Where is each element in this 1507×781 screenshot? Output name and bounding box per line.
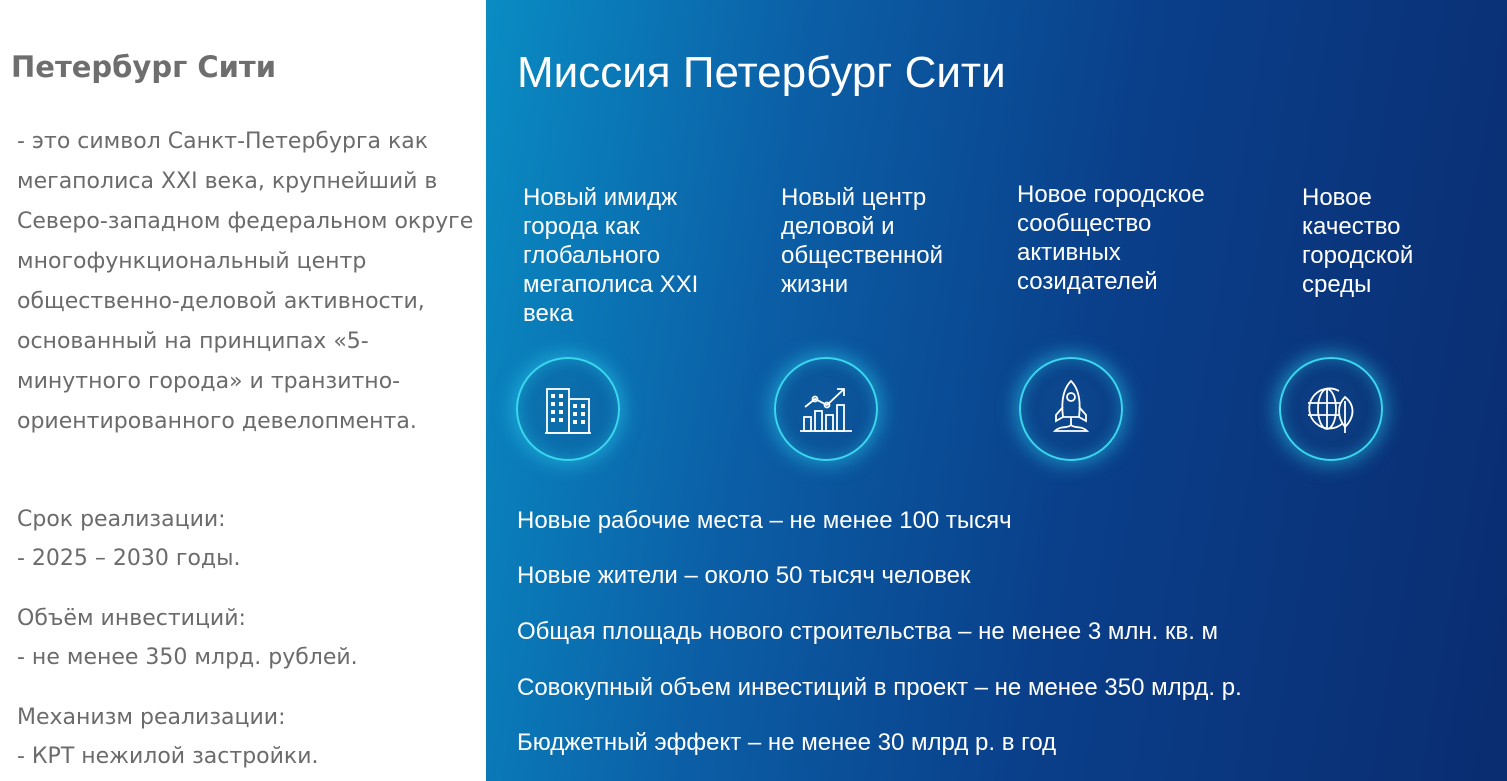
goal-environment: Новое качество городской среды [1302,184,1414,298]
buildings-icon [516,357,620,461]
stat-investment: Совокупный объем инвестиций в проект – не менее 350 млрд. р. [517,674,1242,701]
rocket-icon [1019,357,1123,461]
mission-panel [486,0,1507,781]
mechanism-block [17,698,477,776]
term-label: Срок реализации: [17,507,226,532]
growth-chart-icon [774,357,878,461]
mission-title: Миссия Петербург Сити [517,48,1006,97]
left-panel [0,0,486,781]
investment-block [17,599,477,677]
term-block [17,500,477,578]
stat-budget-effect: Бюджетный эффект – не менее 30 млрд р. в год [517,729,1057,756]
mechanism-value: - КРТ нежилой застройки. [17,744,319,769]
stat-construction-area: Общая площадь нового строительства – не менее 3 млн. кв. м [517,618,1219,645]
term-value: - 2025 – 2030 годы. [17,546,241,571]
investment-label: Объём инвестиций: [17,606,246,631]
mechanism-label: Механизм реализации: [17,705,286,730]
stat-residents: Новые жители – около 50 тысяч человек [517,562,971,589]
goal-business-center: Новый центр деловой и общественной жизни [781,184,943,298]
investment-value: - не менее 350 млрд. рублей. [17,645,358,670]
project-description: - это символ Санкт-Петербурга как мегаполиса XXI века, крупнейший в Северо-западном федеральном округе многофункциональный центр общественно-деловой активности, основанный на принципах «5-минутного города» и транзитно-ориентированного девелопмента. [17,129,474,434]
globe-leaf-icon [1279,357,1383,461]
goal-image: Новый имидж города как глобального мегаполиса XXI века [523,184,699,327]
goal-community: Новое городское сообщество активных созидателей [1017,181,1205,295]
stat-jobs: Новые рабочие места – не менее 100 тысяч [517,507,1012,534]
project-title: Петербург Сити [11,50,277,84]
